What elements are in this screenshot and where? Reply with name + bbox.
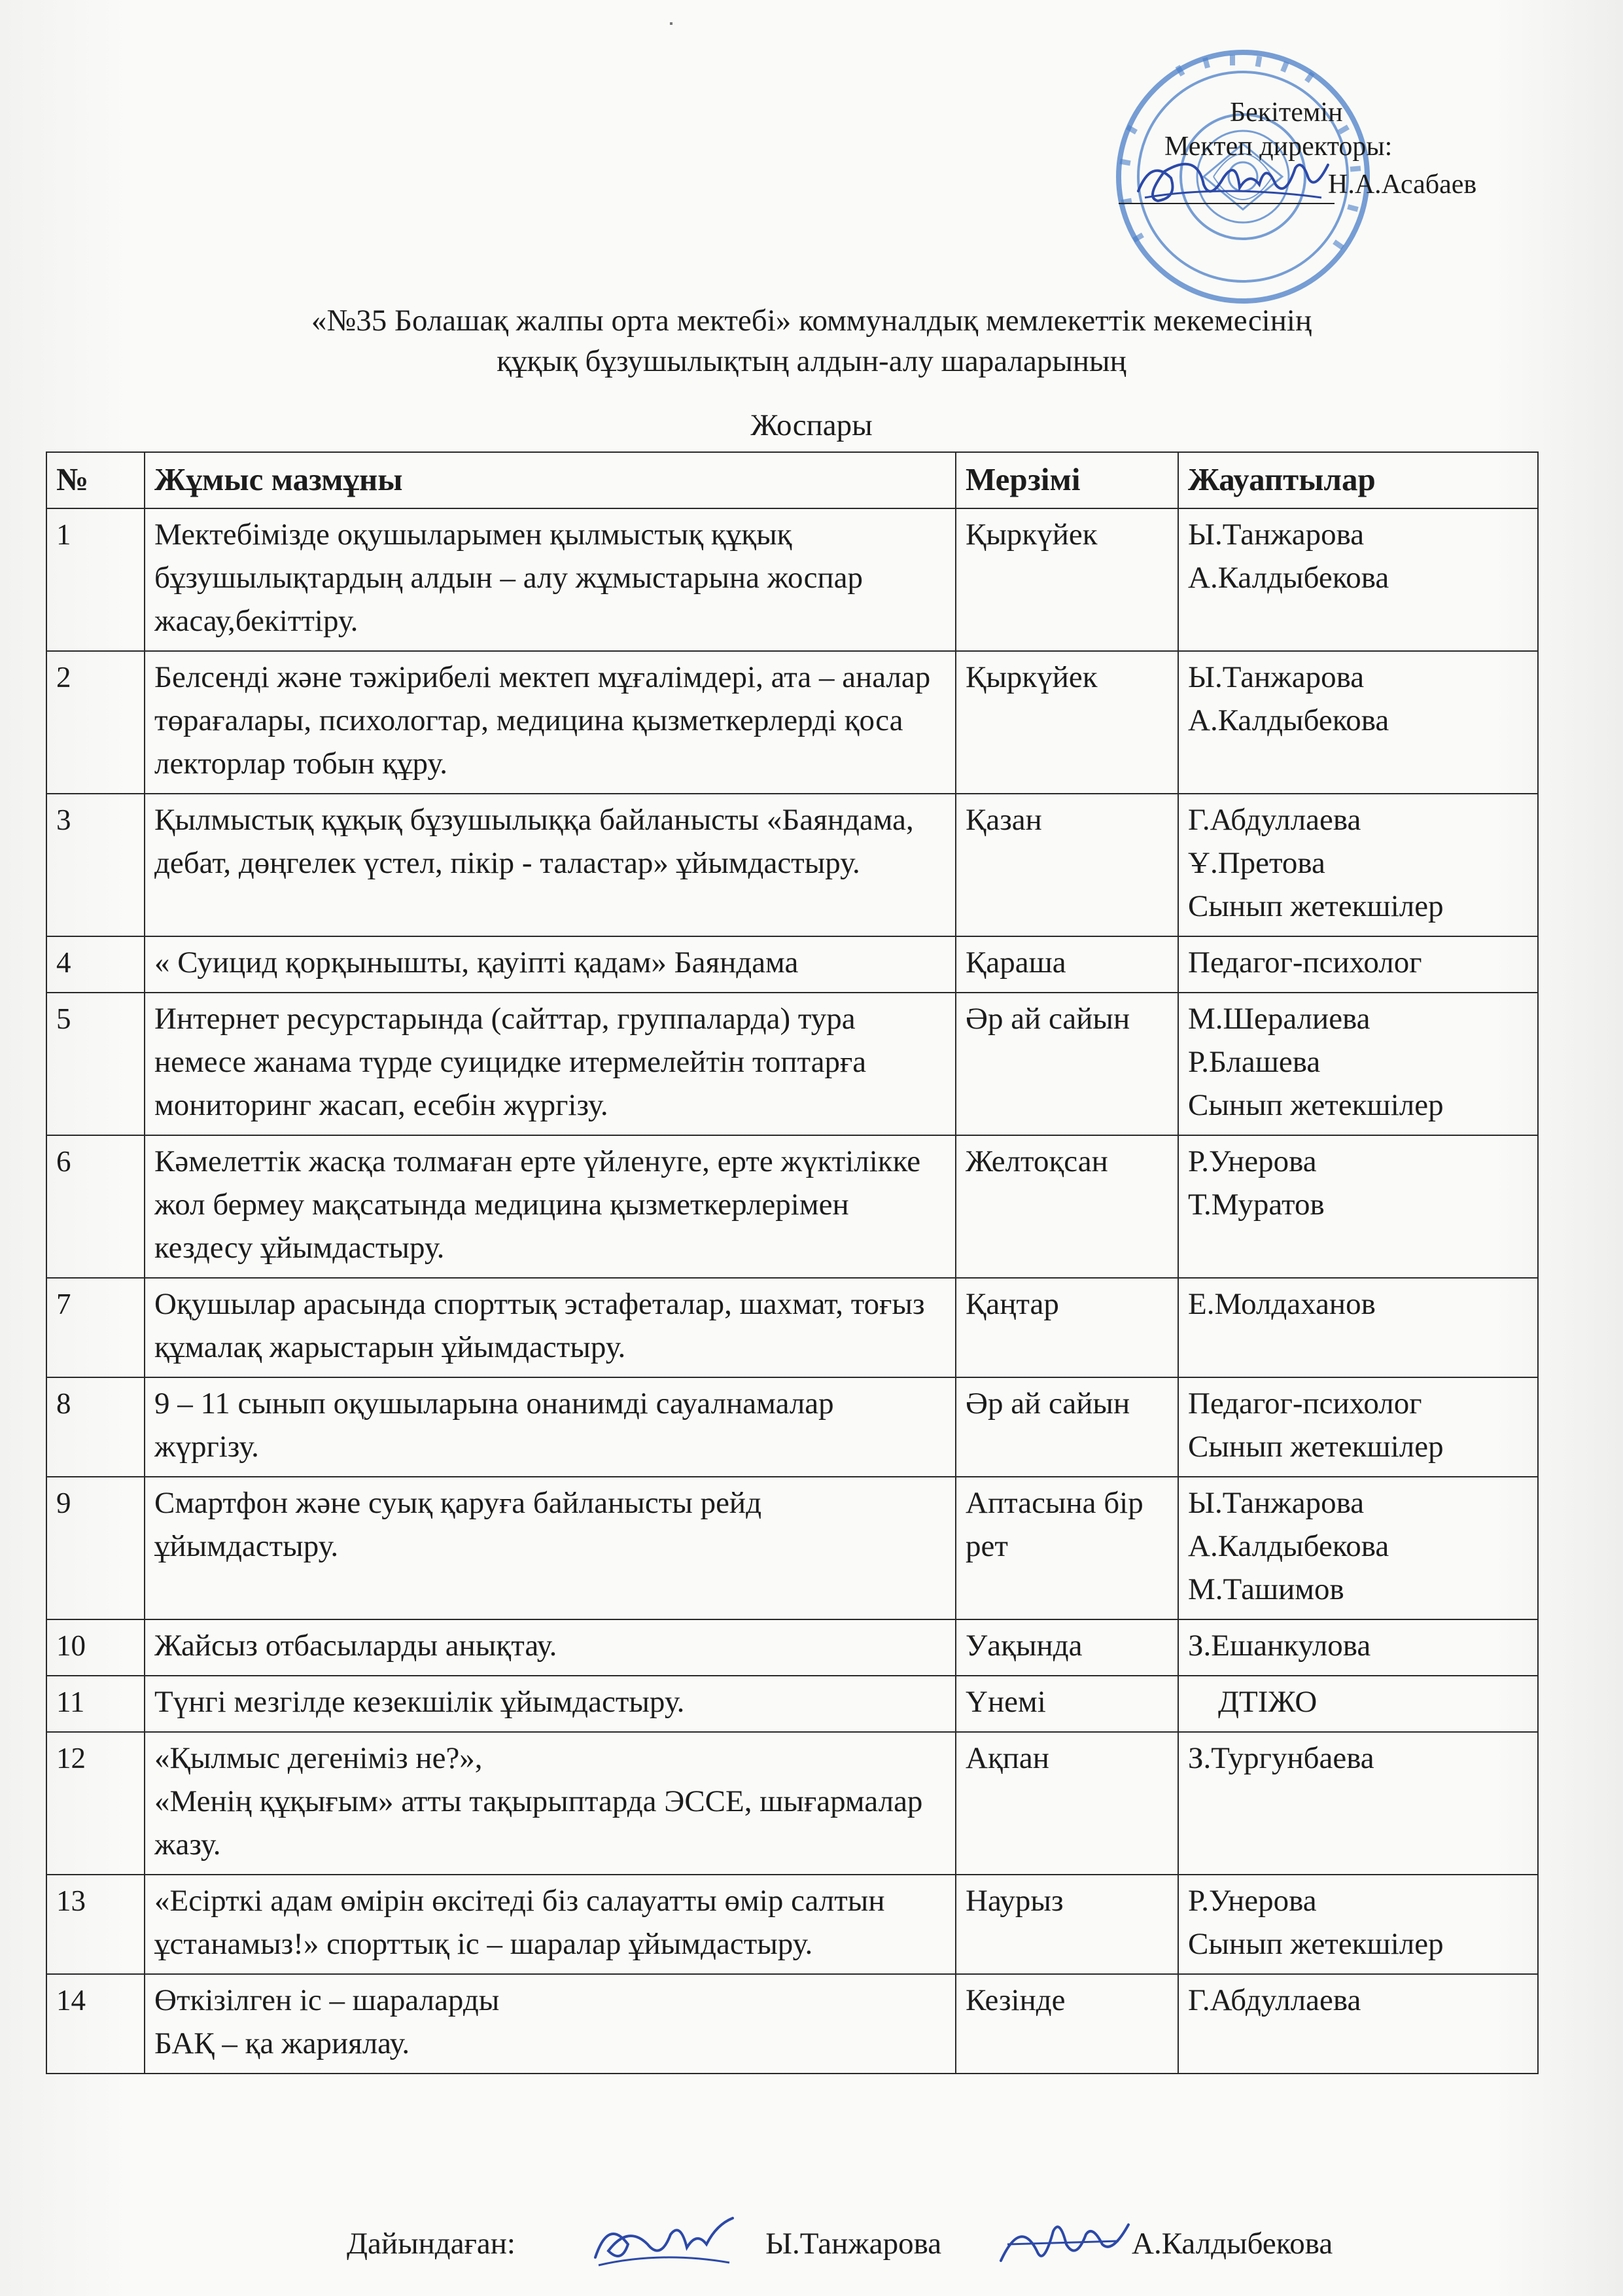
row-number: 10 — [46, 1619, 145, 1676]
responsible-person: А.Калдыбекова — [1188, 1529, 1389, 1563]
responsible-person: Сынып жетекшілер — [1188, 1430, 1444, 1464]
table-row — [46, 794, 1538, 936]
row-term: Уақында — [956, 1619, 1178, 1676]
responsible-person: Ұ.Претова — [1188, 846, 1325, 880]
row-responsible — [1178, 1278, 1538, 1377]
row-responsible — [1178, 1875, 1538, 1974]
row-content: «Қылмыс дегеніміз не?», «Менің құқығым» атты тақырыптарда ЭССЕ, шығармалар жазу. — [145, 1732, 956, 1875]
row-responsible — [1178, 993, 1538, 1135]
responsible-person: ДТІЖО — [1218, 1685, 1318, 1719]
responsible-person: А.Калдыбекова — [1188, 561, 1389, 595]
approval-position: Мектеп директоры: — [1164, 132, 1393, 162]
row-term: Қазан — [956, 794, 1178, 936]
responsible-person: Р.Блашева — [1188, 1045, 1321, 1079]
responsible-person: Педагог-психолог — [1188, 945, 1422, 980]
responsible-person: З.Тургунбаева — [1188, 1741, 1374, 1775]
table-row — [46, 1477, 1538, 1619]
row-responsible — [1178, 1477, 1538, 1619]
table-row — [46, 508, 1538, 651]
row-number: 3 — [46, 794, 145, 936]
responsible-person: М.Ташимов — [1188, 1572, 1344, 1606]
row-responsible — [1178, 1377, 1538, 1477]
table-row — [46, 1732, 1538, 1875]
row-responsible — [1178, 936, 1538, 993]
scan-dot — [670, 22, 672, 25]
responsible-person: Ы.Танжарова — [1188, 518, 1365, 552]
row-content: Кәмелеттік жасқа толмаған ерте үйленуге, ерте жүктілікке жол бермеу мақсатында медицина қызметкерлерімен кездесу ұйымдастыру. — [145, 1135, 956, 1278]
row-responsible — [1178, 1619, 1538, 1676]
row-responsible — [1178, 1676, 1538, 1732]
row-content: Мектебімізде оқушыларымен қылмыстық құқық бұзушылықтардың алдын – алу жұмыстарына жоспар жасау,бекіттіру. — [145, 508, 956, 651]
row-term: Қыркүйек — [956, 508, 1178, 651]
row-number: 5 — [46, 993, 145, 1135]
row-number: 7 — [46, 1278, 145, 1377]
row-content: Интернет ресурстарында (сайттар, группаларда) тура немесе жанама түрде суицидке итермелейтін топтарға мониторинг жасап, есебін жүргізу. — [145, 993, 956, 1135]
row-term: Үнемі — [956, 1676, 1178, 1732]
row-term: Әр ай сайын — [956, 1377, 1178, 1477]
row-number: 11 — [46, 1676, 145, 1732]
row-term: Қыркүйек — [956, 651, 1178, 794]
table-row — [46, 1278, 1538, 1377]
row-content: Өткізілген іс – шараларды БАҚ – қа жариялау. — [145, 1974, 956, 2074]
responsible-person: Е.Молдаханов — [1188, 1287, 1376, 1321]
row-content: Түнгі мезгілде кезекшілік ұйымдастыру. — [145, 1676, 956, 1732]
row-term: Ақпан — [956, 1732, 1178, 1875]
row-responsible — [1178, 794, 1538, 936]
row-responsible — [1178, 508, 1538, 651]
responsible-person: Сынып жетекшілер — [1188, 1088, 1444, 1122]
row-number: 14 — [46, 1974, 145, 2074]
responsible-person: Сынып жетекшілер — [1188, 1927, 1444, 1961]
table-row — [46, 936, 1538, 993]
table-row — [46, 993, 1538, 1135]
document-title-line1: «№35 Болашақ жалпы орта мектебі» коммуналдық мемлекеттік мекемесінің — [311, 304, 1312, 338]
prepared-by-footer — [0, 2205, 1623, 2277]
responsible-person: Г.Абдуллаева — [1188, 803, 1361, 837]
responsible-person: Р.Унерова — [1188, 1144, 1317, 1178]
header-responsible: Жауаптылар — [1178, 452, 1538, 508]
table-row — [46, 1875, 1538, 1974]
row-content: Жайсыз отбасыларды анықтау. — [145, 1619, 956, 1676]
row-number: 1 — [46, 508, 145, 651]
row-number: 4 — [46, 936, 145, 993]
row-content: Белсенді және тәжірибелі мектеп мұғалімдері, ата – аналар төрағалары, психологтар, медицина қызметкерлерді қоса лекторлар тобын құру. — [145, 651, 956, 794]
responsible-person: З.Ешанкулова — [1188, 1629, 1371, 1663]
row-content: Қылмыстық құқық бұзушылыққа байланысты «Баяндама, дебат, дөңгелек үстел, пікір - таластар» ұйымдастыру. — [145, 794, 956, 936]
row-term: Аптасына бір рет — [956, 1477, 1178, 1619]
responsible-person: Ы.Танжарова — [1188, 660, 1365, 694]
row-content: 9 – 11 сынып оқушыларына онанимді сауалнамалар жүргізу. — [145, 1377, 956, 1477]
row-content: Смартфон және суық қаруға байланысты рейд ұйымдастыру. — [145, 1477, 956, 1619]
table-row — [46, 1619, 1538, 1676]
row-term: Қаңтар — [956, 1278, 1178, 1377]
preparer2-signature — [988, 2205, 1138, 2277]
responsible-person: Ы.Танжарова — [1188, 1486, 1365, 1520]
table-header-row — [46, 452, 1538, 508]
row-content: « Суицид қорқынышты, қауіпті қадам» Баяндама — [145, 936, 956, 993]
row-number: 9 — [46, 1477, 145, 1619]
approval-block — [1125, 92, 1583, 288]
responsible-person: Педагог-психолог — [1188, 1386, 1422, 1421]
row-number: 6 — [46, 1135, 145, 1278]
prepared-by-label: Дайындаған: — [347, 2227, 515, 2261]
row-content: Оқушылар арасында спорттық эстафеталар, шахмат, тоғыз құмалақ жарыстарын ұйымдастыру. — [145, 1278, 956, 1377]
responsible-person: Т.Муратов — [1188, 1188, 1325, 1222]
row-responsible — [1178, 1732, 1538, 1875]
document-title-line2: құқық бұзушылықтың алдын-алу шараларының — [497, 344, 1126, 378]
preparer1-name: Ы.Танжарова — [765, 2227, 942, 2261]
approval-name: Н.А.Асабаев — [1328, 169, 1477, 200]
table-row — [46, 1676, 1538, 1732]
row-term: Наурыз — [956, 1875, 1178, 1974]
row-term: Кезінде — [956, 1974, 1178, 2074]
responsible-person: Г.Абдуллаева — [1188, 1983, 1361, 2017]
preparer1-signature — [582, 2205, 739, 2277]
row-term: Қараша — [956, 936, 1178, 993]
row-number: 8 — [46, 1377, 145, 1477]
table-row — [46, 1974, 1538, 2074]
row-term: Желтоқсан — [956, 1135, 1178, 1278]
plan-table — [46, 451, 1539, 2074]
row-number: 12 — [46, 1732, 145, 1875]
table-row — [46, 1377, 1538, 1477]
document-title-line3: Жоспары — [750, 408, 873, 442]
table-body — [46, 508, 1538, 2074]
row-term: Әр ай сайын — [956, 993, 1178, 1135]
responsible-person: Сынып жетекшілер — [1188, 889, 1444, 923]
responsible-person: Р.Унерова — [1188, 1884, 1317, 1918]
header-content: Жұмыс мазмұны — [145, 452, 956, 508]
header-term: Мерзімі — [956, 452, 1178, 508]
signature-line — [1119, 203, 1335, 204]
row-responsible — [1178, 1974, 1538, 2074]
header-number: № — [46, 452, 145, 508]
responsible-person: М.Шералиева — [1188, 1002, 1370, 1036]
table-row — [46, 651, 1538, 794]
row-number: 2 — [46, 651, 145, 794]
responsible-person: А.Калдыбекова — [1188, 703, 1389, 737]
row-content: «Есірткі адам өмірін өксітеді біз салауатты өмір салтын ұстанамыз!» спорттық іс – шаралар ұйымдастыру. — [145, 1875, 956, 1974]
row-responsible — [1178, 1135, 1538, 1278]
preparer2-name: А.Калдыбекова — [1132, 2227, 1333, 2261]
row-responsible — [1178, 651, 1538, 794]
table-row — [46, 1135, 1538, 1278]
approval-heading: Бекітемін — [1230, 97, 1343, 128]
row-number: 13 — [46, 1875, 145, 1974]
